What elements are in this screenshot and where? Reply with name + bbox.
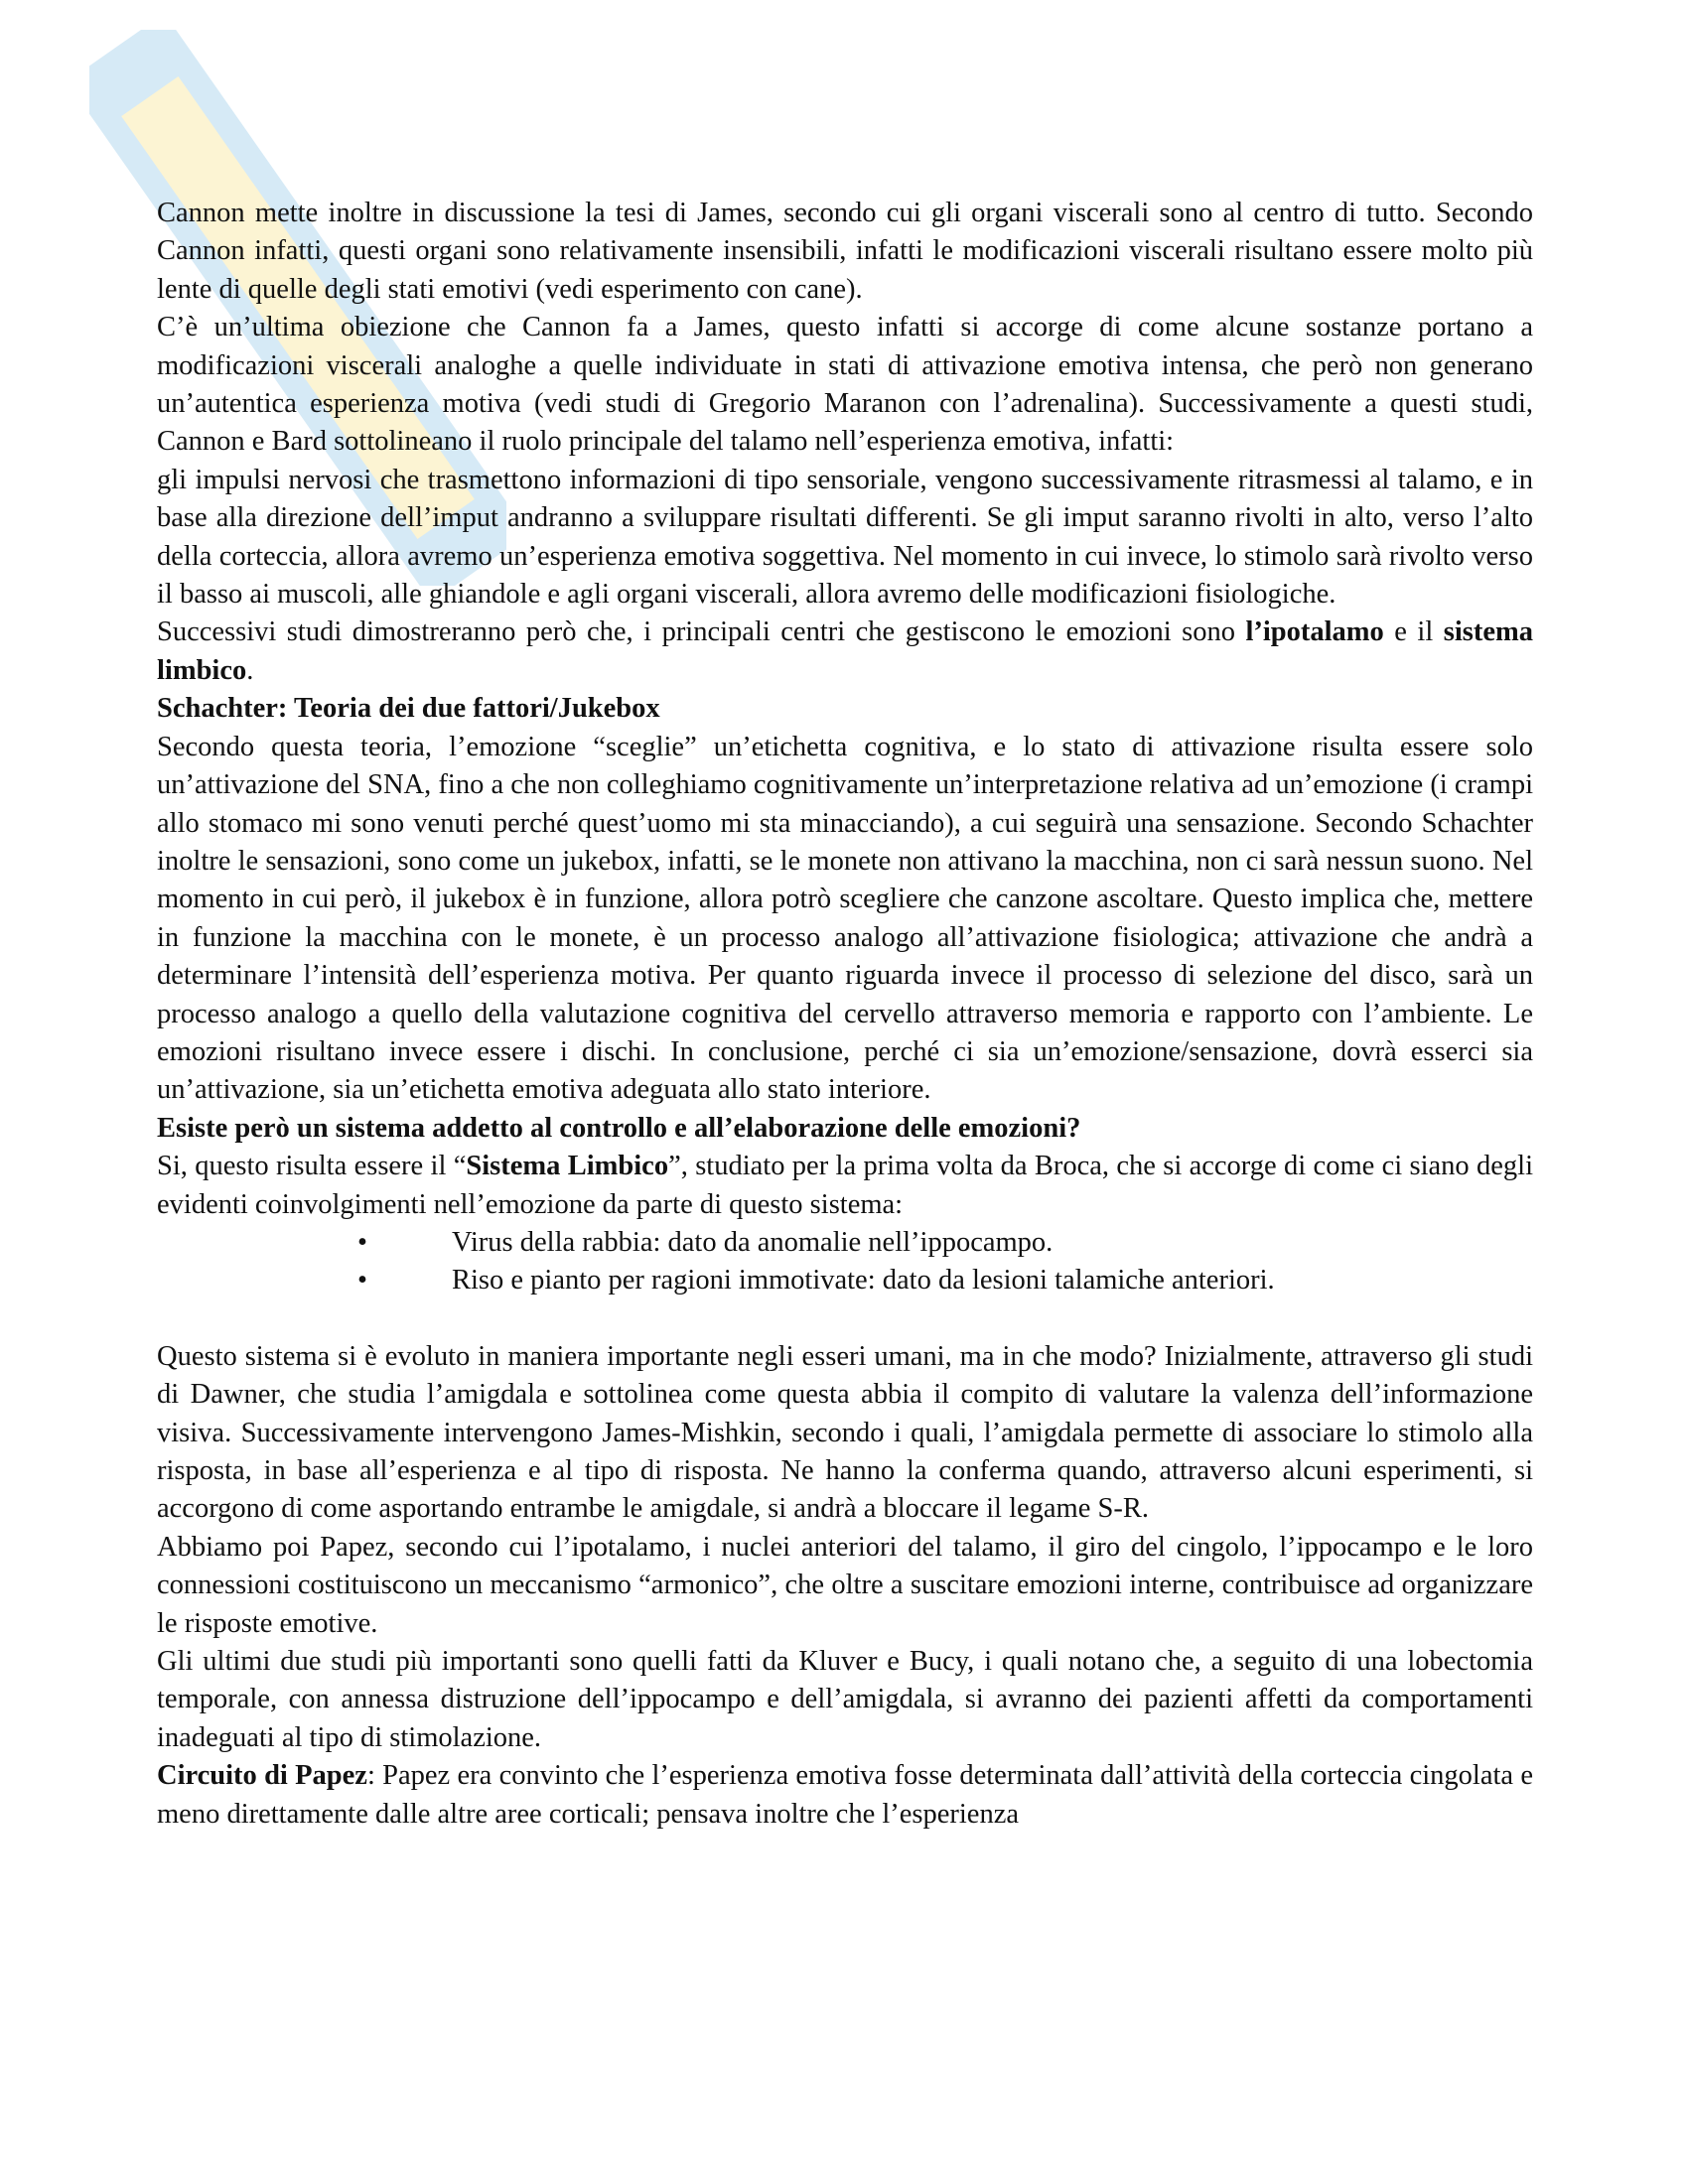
text-run: : Papez era convinto che l’esperienza emotiva fosse determinata dall’attività della corteccia cingolata e meno direttamente dalle altre aree corticali; pensava inoltre che l’esperienza [157,1760,1533,1830]
heading-limbic-question: Esiste però un sistema addetto al controllo e all’elaborazione delle emozioni? [157,1112,1081,1144]
paragraph-papez: Abbiamo poi Papez, secondo cui l’ipotalamo, i nuclei anteriori del talamo, il giro del cingolo, l’ippocampo e le loro connessioni costituiscono un meccanismo “armonico”, che oltre a suscitare emozioni interne, contribuisce ad organizzare le risposte emotive. [157,1531,1533,1639]
paragraph-last-objection: C’è un’ultima obiezione che Cannon fa a James, questo infatti si accorge di come alcune sostanze portano a modificazioni viscerali analoghe a quelle individuate in stati di attivazione emotiva intensa, che però non generano un’autentica esperienza motiva (vedi studi di Gregorio Maranon con l’adrenalina). Successivamente a questi studi, Cannon e Bard sottolineano il ruolo principale del talamo nell’esperienza emotiva, infatti: [157,312,1533,458]
bold-term-sistema-limbico: sistema limbico [157,616,1533,686]
bold-term-sistema-limbico-2: Sistema Limbico [466,1151,669,1182]
paragraph-broca [157,1148,1533,1224]
paragraph-papez-circuit [157,1757,1533,1834]
text-run: Successivi studi dimostreranno però che, i principali centri che gestiscono le emozioni sono [157,616,1246,648]
paragraph-evolution: Questo sistema si è evoluto in maniera importante negli esseri umani, ma in che modo? Inizialmente, attraverso gli studi di Dawner, che studia l’amigdala e sottolinea come questa abbia il compito di valutare la valenza dell’informazione visiva. Successivamente intervengono James-Mishkin, secondo i quali, l’amigdala permette di associare lo stimolo alla risposta, in base all’esperienza e al tipo di risposta. Ne hanno la conferma quando, attraverso alcuni esperimenti, si accorgono di come asportando entrambe le amigdale, si andrà a bloccare il legame S-R. [157,1340,1533,1525]
text-run: . [246,654,254,686]
paragraph-thalamus-impulses: gli impulsi nervosi che trasmettono informazioni di tipo sensoriale, vengono successivamente ritrasmessi al talamo, e in base alla direzione dell’imput andranno a sviluppare risultati differenti. Se gli imput saranno rivolti in alto, verso l’alto della corteccia, allora avremo un’esperienza emotiva soggettiva. Nel momento in cui invece, lo stimolo sarà rivolto verso il basso ai muscoli, alle ghiandole e agli organi viscerali, allora avremo delle modificazioni fisiologiche. [157,464,1533,611]
heading-schachter: Schachter: Teoria dei due fattori/Jukebox [157,693,660,725]
bullet-marker: • [357,1265,367,1297]
bullet-marker: • [357,1226,367,1258]
bold-term-ipotalamo: l’ipotalamo [1245,616,1384,648]
text-run: Si, questo risulta essere il “ [157,1151,467,1182]
paragraph-jukebox-theory: Secondo questa teoria, l’emozione “sceglie” un’etichetta cognitiva, e lo stato di attivazione risulta essere solo un’attivazione del SNA, fino a che non colleghiamo cognitivamente un’interpretazione relativa ad un’emozione (i crampi allo stomaco mi sono venuti perché quest’uomo mi sta minacciando), a cui seguirà una sensazione. Secondo Schachter inoltre le sensazioni, sono come un jukebox, infatti, se le monete non attivano la macchina, non ci sarà nessun suono. Nel momento in cui però, il jukebox è in funzione, allora potrò scegliere che canzone ascoltare. Questo implica che, mettere in funzione la macchina con le monete, è un processo analogo all’attivazione fisiologica; attivazione che andrà a determinare l’intensità dell’esperienza motiva. Per quanto riguarda invece il processo di selezione del disco, sarà un processo analogo a quello della valutazione cognitiva del cervello attraverso memoria e rapporto con l’ambiente. Le emozioni risultano invece essere i dischi. In conclusione, perché ci sia un’emozione/sensazione, dovrà esserci sia un’attivazione, sia un’etichetta emotiva adeguata allo stato interiore. [157,731,1533,1106]
bullet-list [157,1224,1533,1300]
paragraph-kluver-bucy: Gli ultimi due studi più importanti sono quelli fatti da Kluver e Bucy, i quali notano che, a seguito di una lobectomia temporale, con annessa distruzione dell’ippocampo e dell’amigdala, si avranno dei pazienti affetti da comportamenti inadeguati al tipo di stimolazione. [157,1646,1533,1753]
document-page [157,195,1533,1834]
list-item [157,1262,1533,1299]
paragraph-limbic-centers [157,614,1533,690]
text-run: e il [1383,616,1444,648]
blank-line [157,1300,1533,1338]
list-item-text: Virus della rabbia: dato da anomalie nell’ippocampo. [452,1226,1054,1258]
text-run: ”, studiato per la prima volta da Broca, che si accorge di come ci siano degli evidenti coinvolgimenti nell’emozione da parte di questo sistema: [157,1151,1534,1220]
list-item [157,1224,1533,1262]
paragraph-cannon-critique: Cannon mette inoltre in discussione la tesi di James, secondo cui gli organi viscerali sono al centro di tutto. Secondo Cannon infatti, questi organi sono relativamente insensibili, infatti le modificazioni viscerali risultano essere molto più lente di quelle degli stati emotivi (vedi esperimento con cane). [157,198,1533,305]
list-item-text: Riso e pianto per ragioni immotivate: dato da lesioni talamiche anteriori. [452,1265,1275,1297]
bold-term-circuito-papez: Circuito di Papez [157,1760,367,1792]
